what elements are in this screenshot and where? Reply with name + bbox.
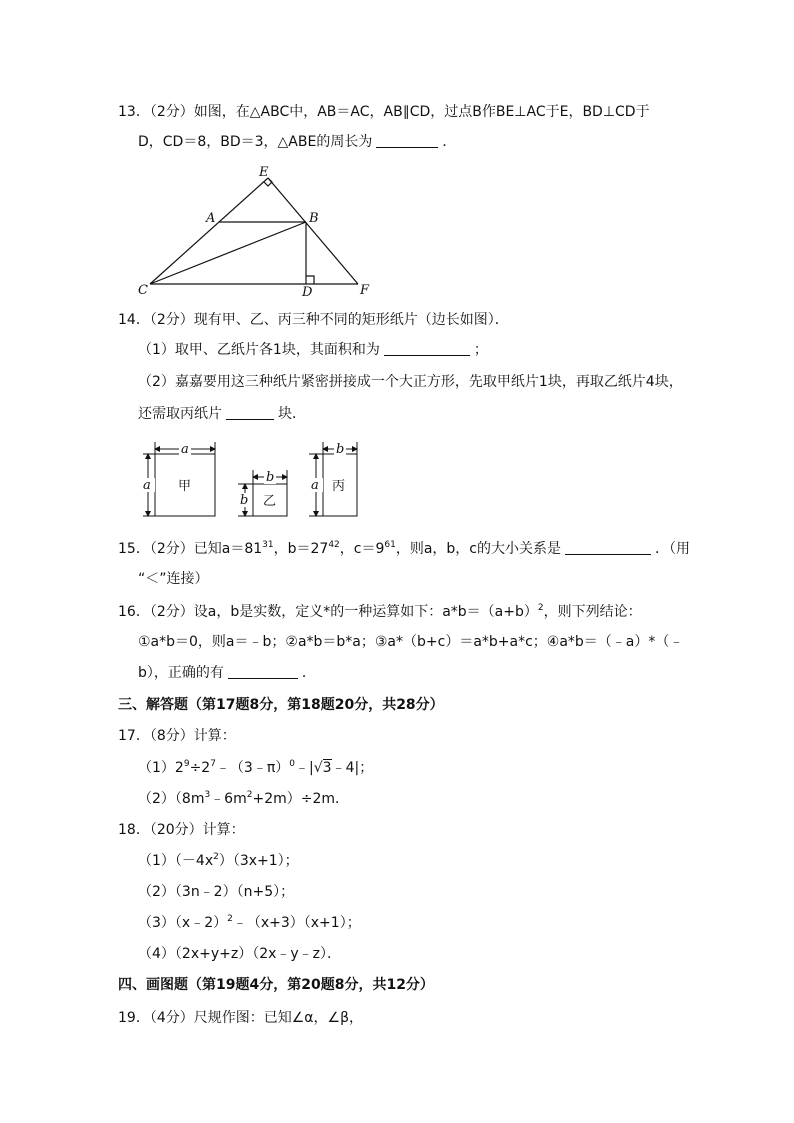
- label-b-left: b: [240, 493, 249, 508]
- label-F: F: [360, 283, 370, 298]
- answer-blank[interactable]: [376, 133, 438, 148]
- label-a-top: a: [181, 442, 189, 457]
- label-a-left: a: [143, 478, 151, 493]
- label-B: B: [309, 211, 319, 226]
- question-number: 14．: [118, 312, 150, 328]
- q14-stem: 现有甲、乙、丙三种不同的矩形纸片（边长如图）．: [193, 312, 509, 328]
- q13-stem-cont: D，CD＝8，BD＝3，△ABE的周长为: [138, 134, 373, 150]
- sqrt-symbol: √: [313, 760, 323, 776]
- question-number: 19．: [118, 1010, 150, 1026]
- label-a-left-bing: a: [311, 478, 319, 493]
- score: （2分）: [149, 104, 194, 120]
- question-number: 18．: [118, 822, 150, 838]
- q15-line1: 15．（2分）已知$a=81^{31}$，$b=27^{42}$，$c=9^{61}$，则a，b，c的大小关系是 ．（用: [118, 540, 690, 557]
- answer-blank[interactable]: [228, 664, 298, 679]
- label-b-top: b: [266, 470, 275, 485]
- score: （20分）: [149, 822, 203, 838]
- line-CB: [150, 222, 306, 284]
- right-angle-D: [306, 276, 314, 284]
- label-D: D: [302, 285, 313, 300]
- question-number: 16．: [118, 604, 150, 620]
- q16-line3: b），正确的有 ．: [138, 665, 316, 681]
- line-EF: [268, 178, 358, 284]
- q13-line1: [118, 102, 650, 122]
- q18-part4: （4）（2x+y+z）（2x﹣y﹣z）．: [138, 946, 342, 962]
- q17-line1: 17．（8分）计算：: [118, 728, 236, 744]
- label-E: E: [259, 165, 269, 180]
- score: （8分）: [149, 728, 194, 744]
- label-C: C: [138, 283, 148, 298]
- q18-part1: $(1)(-4x^2)(3x+1)$；: [138, 852, 299, 869]
- question-number: 13．: [118, 104, 150, 120]
- label-b-top-bing: b: [336, 442, 345, 457]
- line-CE: [150, 178, 268, 284]
- question-number: 17．: [118, 728, 150, 744]
- card-bing-name: 丙: [332, 479, 346, 494]
- q14-line1: [118, 310, 509, 330]
- answer-blank[interactable]: [384, 341, 470, 356]
- card-yi-name: 乙: [263, 494, 277, 509]
- q13-stem: 如图，在△ABC中，AB＝AC，AB∥CD，过点B作BE⊥AC于E，BD⊥CD于: [193, 104, 650, 120]
- q17-part1: $(1)2^9\div 2^7﹣(3﹣\pi)^0﹣|√3﹣4|$；: [138, 759, 374, 776]
- score: （2分）: [149, 541, 194, 557]
- paper-cards-figure: [135, 438, 375, 526]
- score: （2分）: [149, 604, 194, 620]
- answer-blank[interactable]: [226, 405, 274, 420]
- q16-line1: 16．（2分）设a，b是实数，定义*的一种运算如下：$a*b=(a+b)^2$，则下列结论：: [118, 603, 642, 620]
- label-A: A: [206, 211, 216, 226]
- q18-part3: （3）（x﹣2）$^2$﹣（x+3）（x+1）；: [138, 914, 361, 931]
- score: （4分）: [149, 1010, 194, 1026]
- q14-part2-line2: 还需取丙纸片 块．: [138, 406, 306, 422]
- section-heading-4: 四、画图题（第19题4分，第20题8分，共12分）: [118, 977, 434, 993]
- q18-part2: （2）（3n﹣2）（n+5）；: [138, 884, 295, 900]
- q14-part2-line1: （2）嘉嘉要用这三种纸片紧密拼接成一个大正方形，先取甲纸片1块，再取乙纸片4块，: [138, 374, 683, 390]
- q13-line2: D，CD＝8，BD＝3，△ABE的周长为 ．: [138, 134, 457, 150]
- score: （2分）: [149, 312, 194, 328]
- section-heading-3: 三、解答题（第17题8分，第18题20分，共28分）: [118, 697, 444, 713]
- q15-line2: “＜”连接）: [138, 571, 209, 587]
- card-jia-name: 甲: [178, 479, 192, 494]
- q17-part2: $(2)(8m^3﹣6m^2+2m)\div 2m$．: [138, 790, 350, 807]
- q18-line1: 18．（20分）计算：: [118, 822, 245, 838]
- q14-part1: （1）取甲、乙纸片各1块，其面积和为 ；: [138, 342, 488, 358]
- q19-line1: 19．（4分）尺规作图：已知∠α，∠β，: [118, 1010, 364, 1026]
- triangle-figure: [130, 160, 380, 300]
- question-number: 15．: [118, 541, 150, 557]
- q16-line2: ①a*b＝0，则a＝﹣b；②a*b＝b*a；③a*（b+c）＝a*b+a*c；④a*b＝（﹣a）*（﹣: [138, 634, 684, 650]
- answer-blank[interactable]: [565, 540, 651, 555]
